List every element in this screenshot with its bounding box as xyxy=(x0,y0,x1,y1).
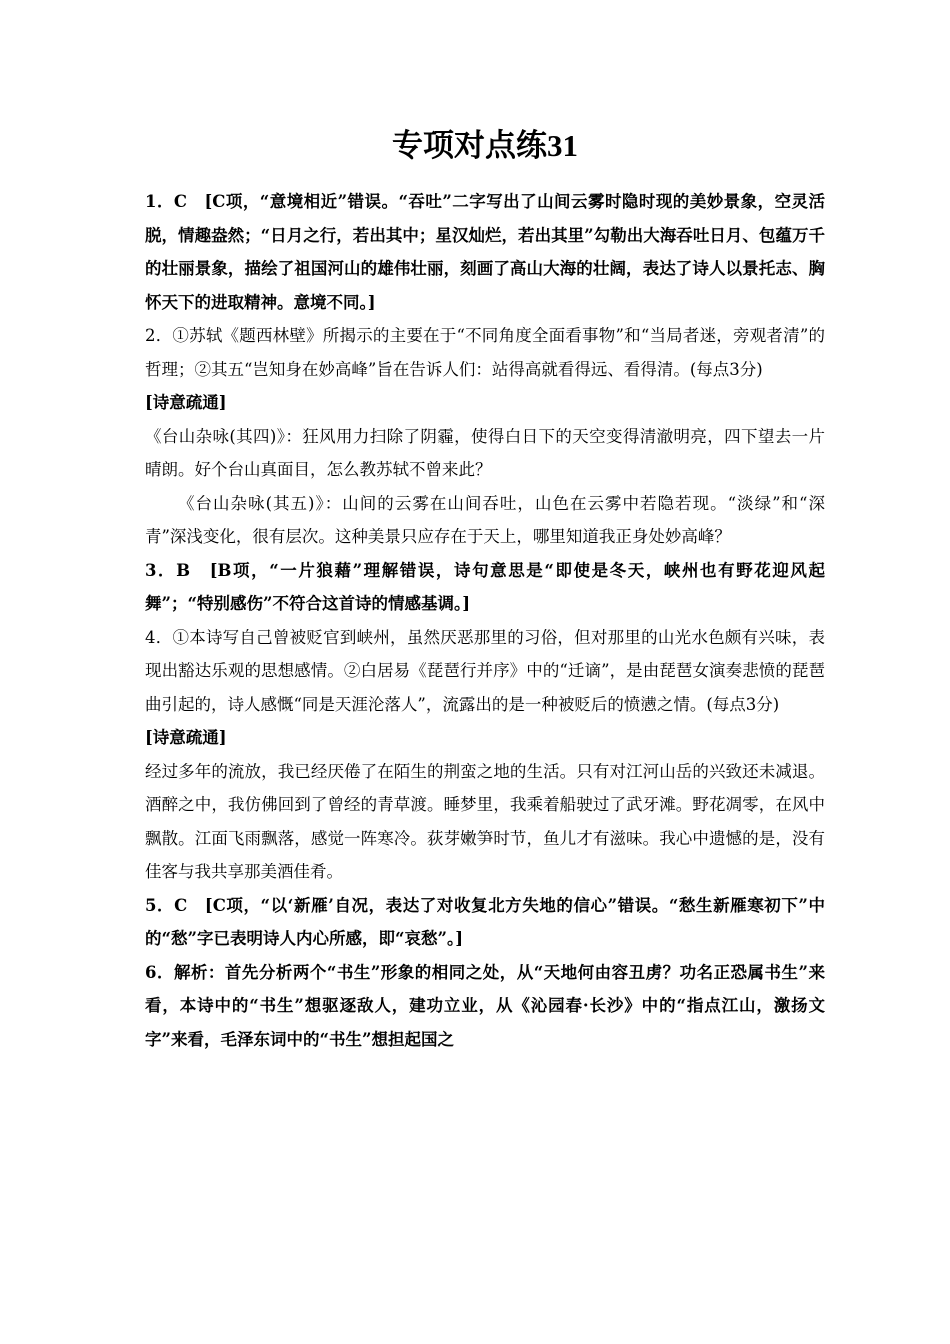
shuyi-2-paragraph-1: 经过多年的流放，我已经厌倦了在陌生的荆蛮之地的生活。只有对江河山岳的兴致还未减退。酒醉之中，我仿佛回到了曾经的青草渡。睡梦里，我乘着船驶过了武牙滩。野花凋零，在风中飘散。江面飞雨飘落，感觉一阵寒冷。荻芽嫩笋时节，鱼儿才有滋味。我心中遗憾的是，没有佳客与我共享那美酒佳肴。 xyxy=(145,761,825,881)
answer-q6: 6．解析：首先分析两个“书生”形象的相同之处，从“天地何由容丑虏？功名正恐属书生”来看，本诗中的“书生”想驱逐敌人，建功立业，从《沁园春·长沙》中的“指点江山，激扬文字”来看，毛泽东词中的“书生”想担起国之 xyxy=(145,962,825,1049)
shuyi-1-paragraph-2: 《台山杂咏(其五)》：山间的云雾在山间吞吐，山色在云雾中若隐若现。“淡绿”和“深青”深浅变化，很有层次。这种美景只应存在于天上，哪里知道我正身处妙高峰？ xyxy=(145,493,825,546)
answer-q4: 4．①本诗写自己曾被贬官到峡州，虽然厌恶那里的习俗，但对那里的山光水色颇有兴味，表现出豁达乐观的思想感情。②白居易《琵琶行并序》中的“迁谪”，是由琵琶女演奏悲愤的琵琶曲引起的，诗人感慨“同是天涯沦落人”，流露出的是一种被贬后的愤懑之情。(每点3分) xyxy=(145,627,825,714)
answer-q5: 5．C [C项，“以‘新雁’自况，表达了对收复北方失地的信心”错误。“愁生新雁寒初下”中的“愁”字已表明诗人内心所感，即“哀愁”。] xyxy=(145,895,825,948)
answer-q2: 2．①苏轼《题西林壁》所揭示的主要在于“不同角度全面看事物”和“当局者迷，旁观者清”的哲理；②其五“岂知身在妙高峰”旨在告诉人们：站得高就看得远、看得清。(每点3分) xyxy=(145,326,825,379)
answer-q1: 1．C [C项，“意境相近”错误。“吞吐”二字写出了山间云雾时隐时现的美妙景象，空灵活脱，情趣盎然；“日月之行，若出其中；星汉灿烂，若出其里”勾勒出大海吞吐日月、包蕴万千的壮丽景象，描绘了祖国河山的雄伟壮丽，刻画了高山大海的壮阔，表达了诗人以景托志、胸怀天下的进取精神。意境不同。] xyxy=(145,192,825,312)
section-heading-shuyi-2: [诗意疏通] xyxy=(145,728,227,747)
answer-q3: 3．B [B项，“一片狼藉”理解错误，诗句意思是“即使是冬天，峡州也有野花迎风起舞”；“特别感伤”不符合这首诗的情感基调。] xyxy=(145,560,825,613)
page-title: 专项对点练31 xyxy=(392,128,578,163)
answer-content xyxy=(145,185,825,1056)
shuyi-1-paragraph-1: 《台山杂咏(其四)》：狂风用力扫除了阴霾，使得白日下的天空变得清澈明亮，四下望去一片晴朗。好个台山真面目，怎么教苏轼不曾来此？ xyxy=(145,426,825,479)
section-heading-shuyi-1: [诗意疏通] xyxy=(145,393,227,412)
